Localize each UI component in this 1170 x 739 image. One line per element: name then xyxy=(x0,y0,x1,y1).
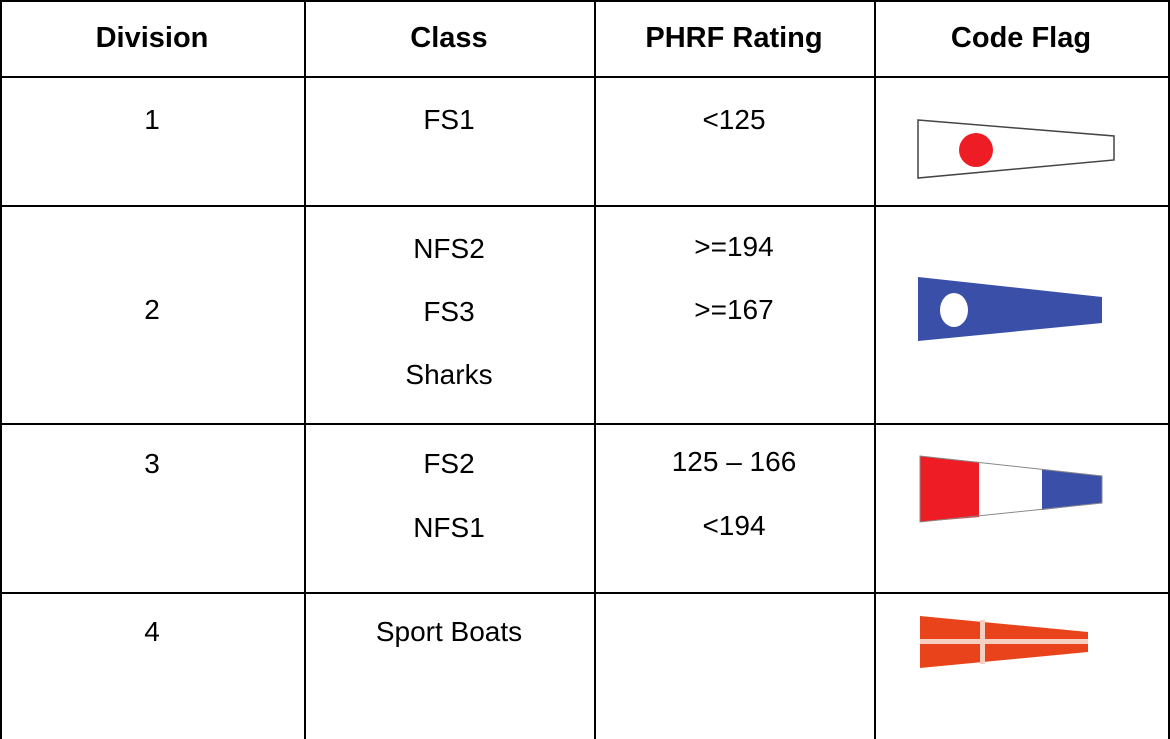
phrf-cell: >=167 xyxy=(694,294,774,325)
red-cross-pennant-icon xyxy=(918,614,1090,670)
table-border-top xyxy=(0,0,1170,2)
class-cell: Sport Boats xyxy=(375,616,523,647)
division-cell: 4 xyxy=(144,616,160,647)
class-cell: FS2 xyxy=(423,448,475,479)
red-white-blue-pennant-icon xyxy=(918,454,1106,524)
phrf-cell: >=194 xyxy=(694,231,774,262)
class-cell: NFS2 xyxy=(413,233,485,264)
division-cell: 2 xyxy=(144,294,160,325)
division-cell: 1 xyxy=(144,104,160,135)
row-divider xyxy=(0,423,1170,425)
blue-white-ball-pennant-icon xyxy=(916,275,1106,343)
class-cell: NFS1 xyxy=(413,512,485,543)
phrf-cell: <194 xyxy=(702,510,766,541)
class-cell: FS3 xyxy=(423,296,475,327)
division-cell: 3 xyxy=(144,448,160,479)
header-phrf-rating: PHRF Rating xyxy=(645,22,823,54)
row-divider xyxy=(0,205,1170,207)
red-ball-pennant-icon xyxy=(916,118,1116,180)
class-cell: FS1 xyxy=(423,104,475,135)
class-cell: Sharks xyxy=(405,359,493,390)
row-divider xyxy=(0,76,1170,78)
column-divider xyxy=(874,0,876,739)
phrf-cell: <125 xyxy=(702,104,766,135)
header-class: Class xyxy=(410,22,488,54)
header-code-flag: Code Flag xyxy=(950,22,1092,54)
phrf-cell: 125 – 166 xyxy=(671,446,797,477)
row-divider xyxy=(0,592,1170,594)
header-division: Division xyxy=(95,22,209,54)
